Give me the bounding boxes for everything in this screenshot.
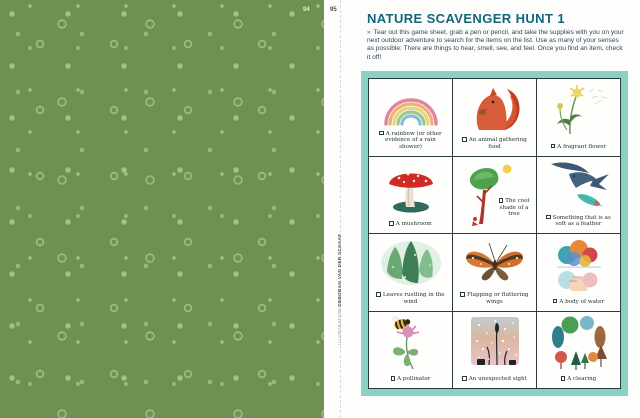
item-label: A fragrant flower (551, 144, 607, 156)
dandelion-illustration (543, 82, 615, 136)
checkbox[interactable] (462, 376, 467, 381)
grid-cell-swallow (537, 157, 620, 234)
grid-cell-clearing (537, 312, 620, 389)
butterfly-illustration (459, 237, 531, 291)
checkbox[interactable] (546, 215, 551, 220)
item-label: A body of water (553, 299, 604, 311)
lake-illustration (543, 237, 615, 291)
grid-cell-rainbow (369, 79, 452, 156)
checkbox[interactable] (551, 144, 556, 149)
night-lights-illustration (459, 315, 531, 371)
checkbox[interactable] (376, 292, 381, 297)
arrow-marker-icon: » (367, 29, 371, 36)
intro-paragraph (367, 29, 627, 62)
item-label: Leaves rustling in the wind (375, 292, 447, 310)
scavenger-grid-frame (361, 71, 628, 396)
grid-cell-squirrel (453, 79, 536, 156)
grid-cell-unexpected (453, 312, 536, 389)
page-gutter-line (340, 0, 341, 418)
checkbox[interactable] (460, 292, 465, 297)
page-title: NATURE SCAVENGER HUNT 1 (367, 11, 565, 26)
item-label: A mushroom (389, 221, 431, 233)
item-label: Flapping or fluttering wings (459, 292, 531, 310)
page-number-left: 94 (303, 7, 310, 13)
credit-prefix: ILLUSTRATION (337, 308, 342, 345)
item-label: A clearing (561, 376, 597, 388)
checkbox[interactable] (561, 376, 566, 381)
grid-cell-pollinator (369, 312, 452, 389)
clearing-illustration (543, 315, 615, 371)
grid-cell-mushroom (369, 157, 452, 234)
scavenger-grid (368, 78, 621, 389)
checkbox[interactable] (389, 221, 394, 226)
squirrel-illustration (459, 82, 531, 134)
grid-cell-butterfly (453, 234, 536, 311)
item-label: An unexpected sight (462, 376, 527, 388)
checkbox[interactable] (462, 137, 467, 142)
illustration-credit (337, 234, 342, 345)
checkbox[interactable] (391, 376, 396, 381)
grid-cell-dandelion (537, 79, 620, 156)
grid-cell-shade-tree (453, 157, 536, 234)
grid-cell-lake (537, 234, 620, 311)
grid-cell-leaves (369, 234, 452, 311)
checkbox[interactable] (379, 131, 384, 136)
intro-text: Tear out this game sheet, grab a pen or pencil, and take the supplies with you on your next outdoor adventure to search for the items on the list. Use as many of your senses as possible: There are things to hear, smell, see, and feel. Once you find an item, check it off! (367, 29, 624, 61)
item-label: The cool shade of a tree (499, 198, 530, 218)
rustling-leaves-illustration (375, 237, 447, 291)
rainbow-illustration (375, 82, 447, 132)
swallow-feather-illustration (543, 160, 615, 214)
mushroom-illustration (375, 160, 447, 214)
item-label: Something that is as soft as a feather (543, 215, 615, 233)
item-label: A pollinator (391, 376, 431, 388)
bee-clover-illustration (375, 315, 447, 371)
item-label: An animal gathering food (459, 137, 531, 155)
checkbox[interactable] (499, 198, 504, 203)
credit-name: DEBORAH VAN DER SCHAAF (337, 233, 342, 307)
page-number-right: 95 (330, 7, 337, 13)
item-label: A rainbow (or other evidence of a rain shower) (375, 131, 447, 156)
checkbox[interactable] (553, 299, 558, 304)
